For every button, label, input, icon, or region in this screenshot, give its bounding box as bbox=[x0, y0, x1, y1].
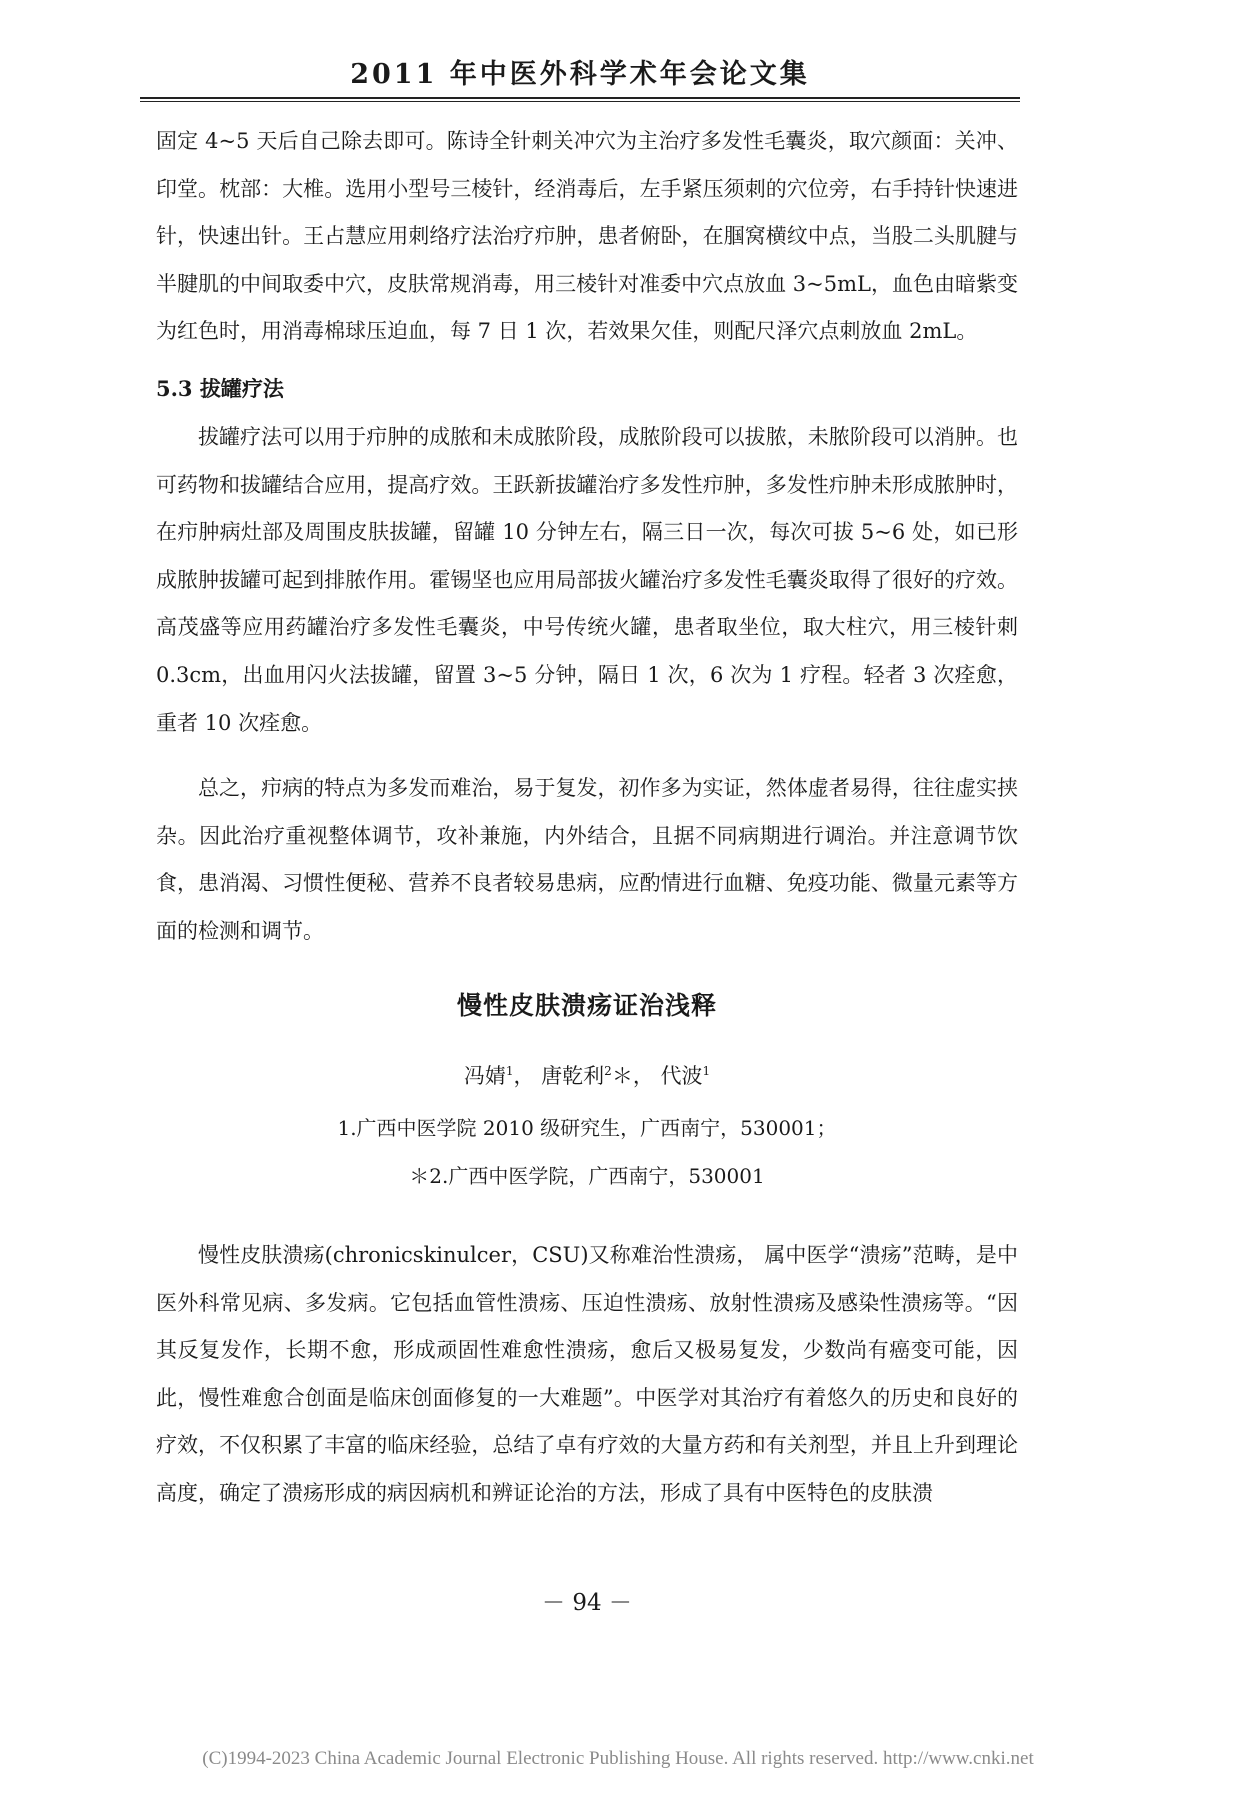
author-affiliation-mark: 1 bbox=[702, 1064, 711, 1078]
running-header: 2011 年中医外科学术年会论文集 bbox=[350, 59, 810, 90]
section-paragraph: 拔罐疗法可以用于疖肿的成脓和未成脓阶段，成脓阶段可以拔脓，未脓阶段可以消肿。也可药物和拔罐结合应用，提高疗效。王跃新拔罐治疗多发性疖肿，多发性疖肿未形成脓肿时，在疖肿病灶部及周围皮肤拔罐，留罐 10 分钟左右，隔三日一次，每次可拔 5~6 处，如已形成脓肿拔罐可起到排脓作用。霍锡坚也应用局部拔火罐治疗多发性毛囊炎取得了很好的疗效。高茂盛等应用药罐治疗多发性毛囊炎，中号传统火罐，患者取坐位，取大柱穴，用三棱针刺 0.3cm，出血用闪火法拔罐，留置 3~5 分钟，隔日 1 次，6 次为 1 疗程。轻者 3 次痊愈，重者 10 次痊愈。 bbox=[156, 425, 1018, 735]
header-rule bbox=[140, 97, 1020, 99]
author-separator: ， bbox=[632, 1064, 654, 1088]
author-affiliation-mark: 2 bbox=[604, 1064, 612, 1078]
corresponding-author-mark: ＊ bbox=[611, 1064, 633, 1088]
section-heading: 5.3 拔罐疗法 bbox=[156, 376, 284, 401]
section-paragraph-block bbox=[156, 414, 1018, 747]
article-title: 慢性皮肤溃疡证治浅释 bbox=[456, 991, 717, 1020]
author-list bbox=[156, 1060, 1018, 1090]
intro-paragraph: 慢性皮肤溃疡(chronicskinulcer，CSU)又称难治性溃疡， 属中医学“溃疡”范畴，是中医外科常见病、多发病。它包括血管性溃疡、压迫性溃疡、放射性溃疡及感染性溃疡等。“因其反复发作，长期不愈，形成顽固性难愈性溃疡，愈后又极易复发，少数尚有癌变可能，因此，慢性难愈合创面是临床创面修复的一大难题”。中医学对其治疗有着悠久的历史和良好的疗效，不仅积累了丰富的临床经验，总结了卓有疗效的大量方药和有关剂型，并且上升到理论高度，确定了溃疡形成的病因病机和辨证论治的方法，形成了具有中医特色的皮肤溃 bbox=[156, 1243, 1018, 1505]
author-name: 代波 bbox=[660, 1064, 703, 1088]
author-name: 冯婧 bbox=[463, 1064, 506, 1088]
copyright-watermark: (C)1994-2023 China Academic Journal Electronic Publishing House. All rights reserved. http://www.cnki.net bbox=[202, 1748, 1034, 1769]
intro-paragraph-block bbox=[156, 1232, 1018, 1518]
affiliation-line: 1.广西中医学院 2010 级研究生，广西南宁，530001； bbox=[337, 1116, 837, 1140]
continued-paragraph: 固定 4~5 天后自己除去即可。陈诗全针刺关冲穴为主治疗多发性毛囊炎，取穴颜面：关冲、印堂。枕部：大椎。选用小型号三棱针，经消毒后，左手紧压须刺的穴位旁，右手持针快速进针，快速出针。王占慧应用刺络疗法治疗疖肿，患者俯卧，在腘窝横纹中点，当股二头肌腱与半腱肌的中间取委中穴，皮肤常规消毒，用三棱针对准委中穴点放血 3~5mL，血色由暗紫变为红色时，用消毒棉球压迫血，每 7 日 1 次，若效果欠佳，则配尺泽穴点刺放血 2mL。 bbox=[156, 129, 1018, 344]
summary-paragraph: 总之，疖病的特点为多发而难治，易于复发，初作多为实证，然体虚者易得，往往虚实挟杂。因此治疗重视整体调节，攻补兼施，内外结合，且据不同病期进行调治。并注意调节饮食，患消渴、习惯性便秘、营养不良者较易患病，应酌情进行血糖、免疫功能、微量元素等方面的检测和调节。 bbox=[156, 776, 1018, 943]
author-separator: ， bbox=[513, 1064, 535, 1088]
continued-paragraph-block bbox=[156, 118, 1018, 356]
author-name: 唐乾利 bbox=[541, 1064, 605, 1088]
header-rule-thin bbox=[140, 101, 1020, 102]
page-number: － 94 － bbox=[542, 1590, 632, 1616]
affiliation-line: ＊2.广西中医学院，广西南宁，530001 bbox=[409, 1164, 765, 1188]
author-affiliation-mark: 1 bbox=[505, 1064, 514, 1078]
summary-paragraph-block bbox=[156, 765, 1018, 955]
